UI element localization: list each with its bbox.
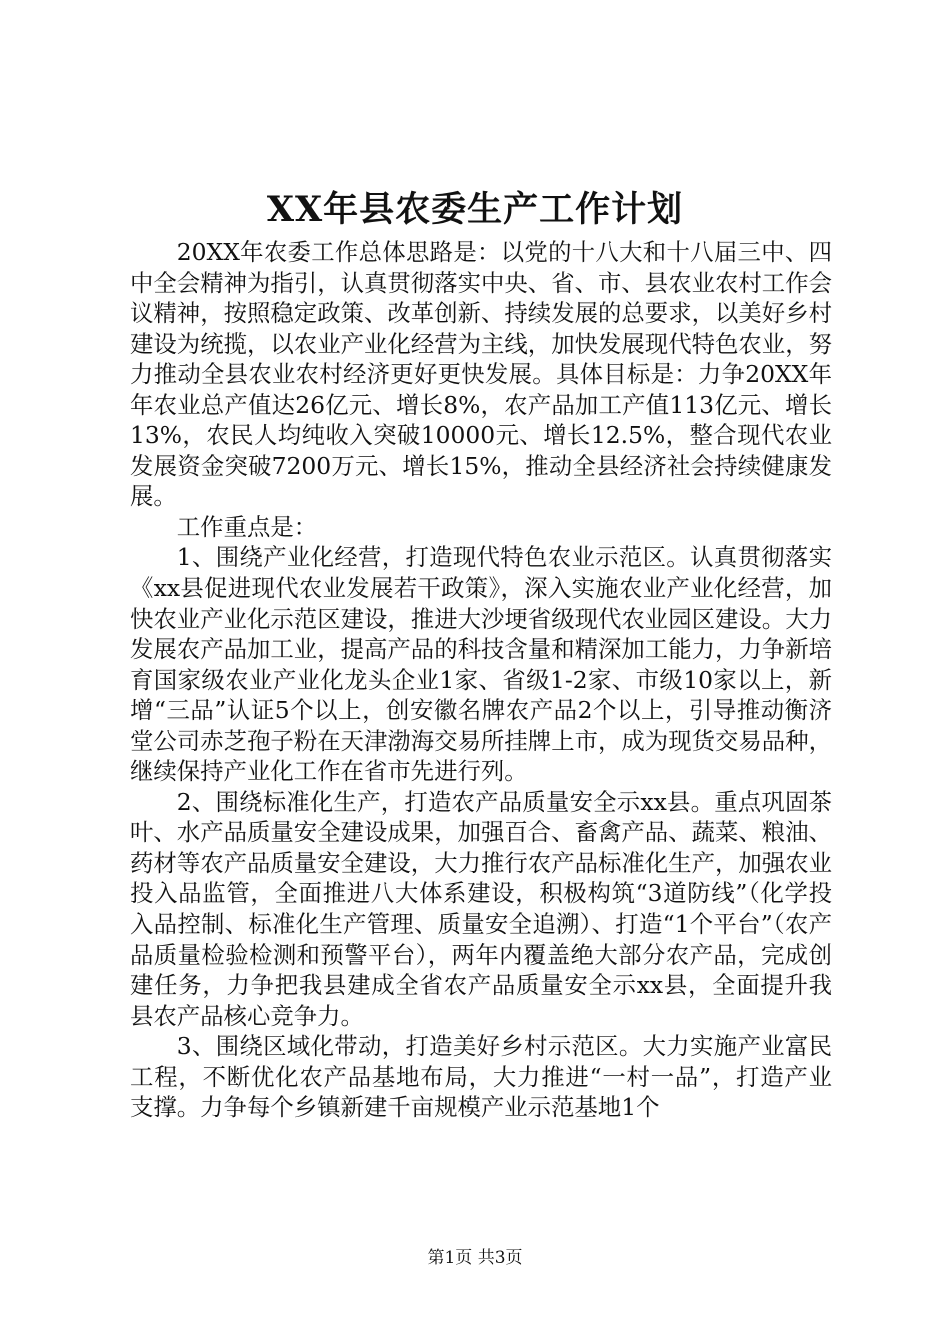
paragraph-item-2: 2、围绕标准化生产，打造农产品质量安全示xx县。重点巩固茶叶、水产品质量安全建设成果，加强百合、畜禽产品、蔬菜、粮油、药材等农产品质量安全建设，大力推行农产品标准化生产，加强农业投入品监管，全面推进八大体系建设，积极构筑“3道防线”（化学投入品控制、标准化生产管理、质量安全追溯）、打造“1个平台”（农产品质量检验检测和预警平台），两年内覆盖绝大部分农产品，完成创建任务，力争把我县建成全省农产品质量安全示xx县，全面提升我县农产品核心竞争力。 [130,787,832,1030]
paragraph-key-points-heading: 工作重点是： [176,512,318,541]
paragraph-item-1: 1、围绕产业化经营，打造现代特色农业示范区。认真贯彻落实《xx县促进现代农业发展若干政策》，深入实施农业产业化经营，加快农业产业化示范区建设，推进大沙埂省级现代农业园区建设。大力发展农产品加工业，提高产品的科技含量和精深加工能力，力争新培育国家级农业产业化龙头企业1家、省级1-2家、市级10家以上，新增“三品”认证5个以上，创安徽名牌农产品2个以上，引导推动衡济堂公司赤芝孢子粉在天津渤海交易所挂牌上市，成为现货交易品种，继续保持产业化工作在省市先进行列。 [130,543,832,786]
page-footer: 第1页 共3页 [427,1248,523,1268]
document-title: XX年县农委生产工作计划 [266,189,684,230]
document-body [130,237,832,1123]
paragraph-overview: 20XX年农委工作总体思路是：以党的十八大和十八届三中、四中全会精神为指引，认真贯彻落实中央、省、市、县农业农村工作会议精神，按照稳定政策、改革创新、持续发展的总要求，以美好乡村建设为统揽，以农业产业化经营为主线，加快发展现代特色农业，努力推动全县农业农村经济更好更快发展。具体目标是：力争20XX年年农业总产值达26亿元、增长8%，农产品加工产值113亿元、增长13%，农民人均纯收入突破10000元、增长12.5%，整合现代农业发展资金突破7200万元、增长15%，推动全县经济社会持续健康发展。 [130,238,832,511]
paragraph-item-3: 3、围绕区域化带动，打造美好乡村示范区。大力实施产业富民工程，不断优化农产品基地布局，大力推进“一村一品”，打造产业支撑。力争每个乡镇新建千亩规模产业示范基地1个 [130,1032,832,1122]
